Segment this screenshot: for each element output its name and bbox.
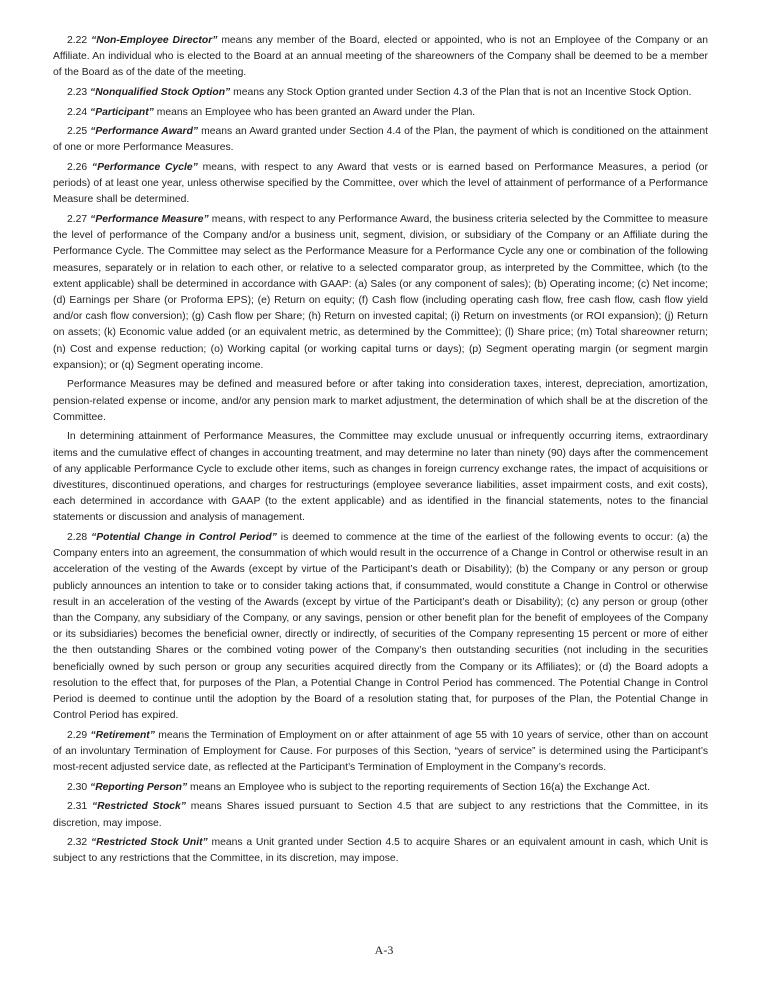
definition-text: Performance Measures may be defined and measured before or after taking into consideration taxes, interest, depreciation, amortization, pension-related expense or income, and/or any pension mark to market adjustment, the determination of which shall be at the discretion of the Committee.	[53, 379, 708, 423]
defined-term: “Reporting Person”	[90, 781, 188, 793]
defined-term: “Non-Employee Director”	[91, 35, 218, 46]
definition-text: means any member of the Board, elected or appointed, who is not an Employee of the Company or an Affiliate. An individual who is elected to the Board at an annual meeting of the shareowners of the Company shall be deemed to be a member of the Board as of the date of the meeting.	[53, 35, 709, 79]
section-number: 2.28	[67, 532, 88, 544]
definition-2-29	[53, 728, 708, 777]
definition-2-30	[53, 780, 708, 796]
defined-term: “Restricted Stock Unit”	[90, 837, 208, 849]
definition-2-23	[53, 85, 708, 101]
definition-text: is deemed to commence at the time of the earliest of the following events to occur: (a) the Company enters into an agreement, the consummation of which would result in the occurrence of a Change in Control or otherwise result in an acceleration of the vesting of the Awards (except by virtue of the Participant’s death or Disability); (b) the Company or any person or group publicly announces an intention to take or to consider taking actions that, if consummated, would constitute a Change in Control or otherwise result in an acceleration of the vesting of the Awards (except by virtue of the Participant’s death or Disability); (c) any person or group (other than the Company, any subsidiary of the Company, or any savings, pension or other benefit plan for the benefit of employees of the Company or its subsidiaries) becomes the beneficial owner, directly or indirectly, of securities of the Company representing 15 percent or more of either the then outstanding Shares or the combined voting power of the Company’s then outstanding securities (not including in the securities beneficially owned by such person or group any securities acquired directly from the Company or its Affiliates); or (d) the Board adopts a resolution to the effect that, for purposes of the Plan, a Potential Change in Control Period has commenced. The Potential Change in Control Period is deemed to continue until the adoption by the Board of a resolution stating that, for purposes of the Plan, the Potential Change in Control Period has expired.	[53, 532, 708, 722]
section-number: 2.31	[67, 801, 88, 813]
page-number: A-3	[374, 943, 394, 957]
defined-term: “Performance Award”	[90, 126, 199, 138]
defined-term: “Performance Measure”	[90, 213, 209, 225]
defined-term: “Participant”	[90, 106, 154, 118]
definition-2-26	[53, 160, 708, 209]
defined-term: “Retirement”	[90, 729, 155, 741]
section-number: 2.22	[67, 35, 88, 46]
definition-text: means an Award granted under Section 4.4 of the Plan, the payment of which is conditioned on the attainment of one or more Performance Measures.	[53, 126, 709, 154]
defined-term: “Nonqualified Stock Option”	[90, 87, 231, 98]
section-number: 2.32	[67, 837, 88, 849]
defined-term: “Restricted Stock”	[92, 801, 186, 813]
definition-2-27	[53, 212, 708, 374]
definition-2-31	[53, 799, 708, 831]
paragraph	[53, 377, 708, 426]
definition-2-22	[53, 33, 708, 82]
section-number: 2.24	[67, 106, 88, 118]
definition-text: means any Stock Option granted under Section 4.3 of the Plan that is not an Incentive Stock Option.	[230, 87, 692, 98]
definition-text: means the Termination of Employment on or after attainment of age 55 with 10 years of service, other than on account of an involuntary Termination of Employment for Cause. For purposes of this Section, “years of service” is determined using the Participant’s most-recent adjusted service date, as reflected at the Participant’s Termination of Employment in the Company’s records.	[53, 729, 708, 774]
document-body	[53, 33, 708, 871]
definition-text: means, with respect to any Performance Award, the business criteria selected by the Committee to measure the level of performance of the Company and/or a business unit, segment, division, or subsidiary of the Company or an Affiliate during the Performance Cycle. The Committee may select as the Performance Measure for a Performance Cycle any one or combination of the following measures, separately or in relation to each other, or relative to a selected comparator group, as interpreted by the Committee, which (to the extent applicable) shall be determined in accordance with GAAP: (a) Sales (or any component of sales); (b) Operating income; (c) Net income; (d) Earnings per Share (or Proforma EPS); (e) Return on equity; (f) Cash flow (including operating cash flow, free cash flow, cash flow yield and/or cash flow conversion); (g) Cash flow per Share; (h) Return on invested capital; (i) Return on investments (or ROI expansion); (j) Return on assets; (k) Economic value added (or an equivalent metric, as determined by the Committee); (l) Share price; (m) Total shareowner return; (n) Cost and expense reduction; (o) Working capital (or working capital turns or days); (p) Segment operating margin (or segment margin expansion); or (q) Segment operating income.	[53, 213, 708, 371]
definition-text: means an Employee who has been granted an Award under the Plan.	[153, 106, 476, 118]
section-number: 2.30	[67, 781, 88, 793]
definition-2-24	[53, 105, 708, 121]
defined-term: “Potential Change in Control Period”	[91, 532, 277, 544]
definition-text: In determining attainment of Performance Measures, the Committee may exclude unusual or infrequently occurring items, extraordinary items and the cumulative effect of changes in accounting treatment, and may determine no later than ninety (90) days after the commencement of any applicable Performance Cycle to exclude other items, such as changes in foreign currency exchange rates, the impact of acquisitions or divestitures, discontinued operations, and charges for restructurings (employee severance liabilities, asset impairment costs, and exit costs), each determined in accordance with GAAP (to the extent applicable) and as identified in the financial statements, notes to the financial statements or discussion and analysis of management.	[53, 431, 708, 524]
defined-term: “Performance Cycle”	[91, 161, 198, 173]
section-number: 2.29	[67, 729, 88, 741]
section-number: 2.25	[67, 126, 88, 138]
definition-text: means a Unit granted under Section 4.5 to acquire Shares or an equivalent amount in cash, which Unit is subject to any restrictions that the Committee, in its discretion, may impose.	[53, 837, 709, 865]
paragraph	[53, 429, 708, 526]
definition-text: means, with respect to any Award that vests or is earned based on Performance Measures, a period (or periods) of at least one year, unless otherwise specified by the Committee, over which the level of attainment of performance of a Performance Measure shall be determined.	[53, 161, 708, 206]
section-number: 2.23	[67, 87, 88, 98]
definition-text: means an Employee who is subject to the reporting requirements of Section 16(a) the Exchange Act.	[187, 781, 650, 793]
section-number: 2.26	[67, 161, 88, 173]
definition-text: means Shares issued pursuant to Section 4.5 that are subject to any restrictions that the Committee, in its discretion, may impose.	[53, 801, 708, 829]
definition-2-32	[53, 835, 708, 867]
definition-2-25	[53, 124, 708, 156]
definition-2-28	[53, 530, 708, 724]
section-number: 2.27	[67, 213, 88, 225]
